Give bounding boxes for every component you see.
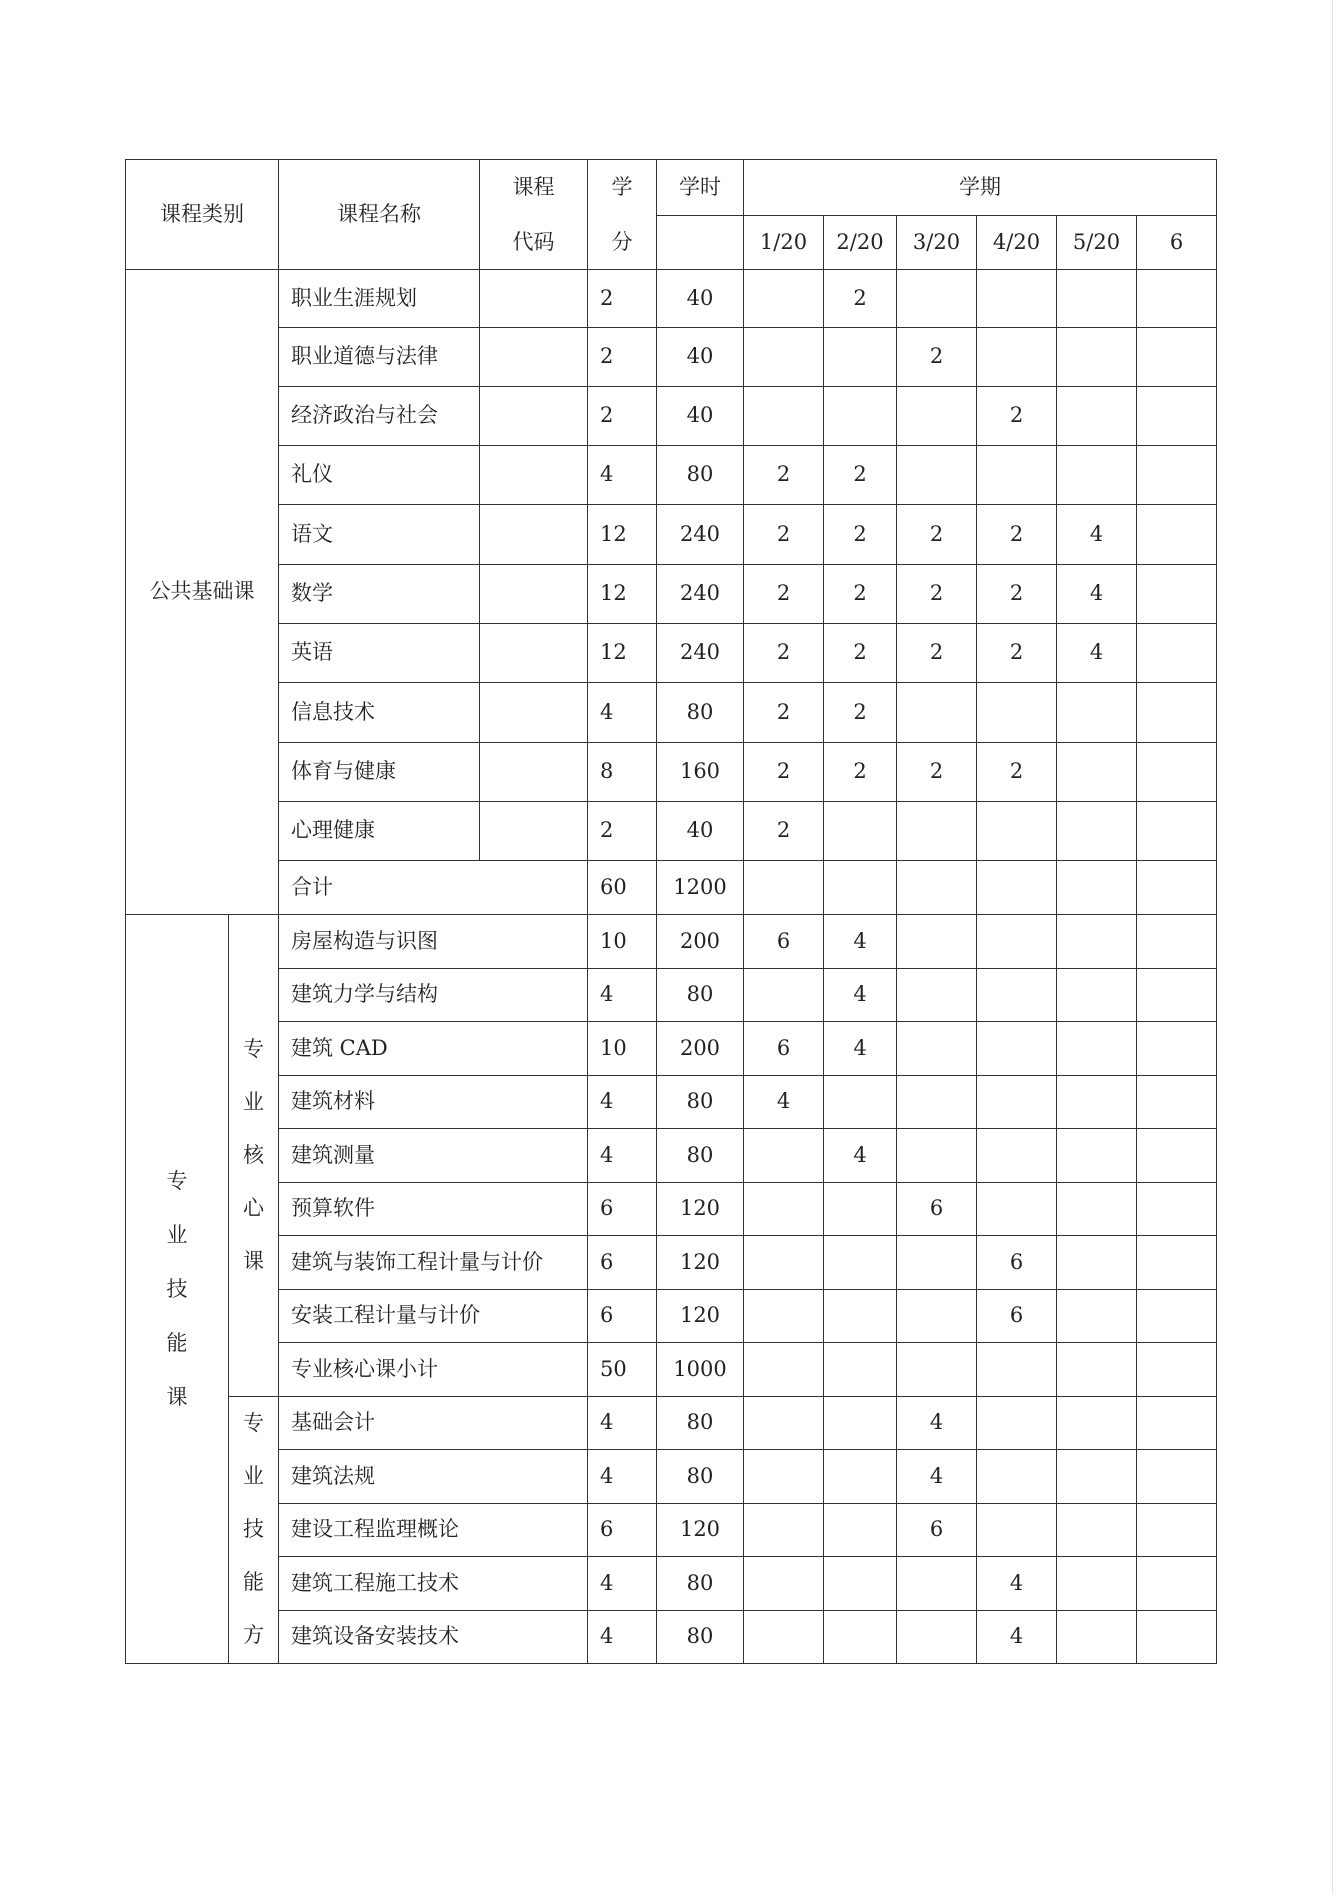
semester-1-cell: 6 bbox=[744, 915, 824, 969]
semester-2-cell bbox=[824, 802, 897, 861]
total-credit: 60 bbox=[588, 861, 657, 915]
semester-1-cell: 6 bbox=[744, 1022, 824, 1076]
semester-2-cell bbox=[824, 1450, 897, 1504]
semester-1-cell: 2 bbox=[744, 683, 824, 743]
semester-5-cell: 4 bbox=[1057, 505, 1137, 565]
semester-3-cell: 2 bbox=[897, 743, 977, 802]
semester-4-cell bbox=[977, 915, 1057, 969]
semester-5-cell bbox=[1057, 1182, 1137, 1236]
semester-6-cell bbox=[1137, 1129, 1217, 1183]
semester-5-cell bbox=[1057, 683, 1137, 743]
header-semester-3: 3/20 bbox=[897, 216, 977, 270]
semester-3-cell bbox=[897, 1075, 977, 1129]
course-name: 体育与健康 bbox=[279, 743, 480, 802]
semester-4-cell bbox=[977, 968, 1057, 1022]
course-credit: 6 bbox=[588, 1503, 657, 1557]
header-hours-blank bbox=[657, 216, 744, 270]
course-name: 预算软件 bbox=[279, 1182, 588, 1236]
semester-5-cell: 4 bbox=[1057, 565, 1137, 624]
table-body bbox=[126, 160, 1217, 1664]
semester-1-cell: 2 bbox=[744, 624, 824, 683]
header-course-name: 课程名称 bbox=[279, 160, 480, 270]
table-row bbox=[126, 1503, 1217, 1557]
course-credit: 2 bbox=[588, 328, 657, 387]
semester-3-cell: 6 bbox=[897, 1182, 977, 1236]
semester-3-cell bbox=[897, 1610, 977, 1664]
semester-5-cell bbox=[1057, 1075, 1137, 1129]
course-name: 职业生涯规划 bbox=[279, 270, 480, 328]
table-row bbox=[126, 683, 1217, 743]
header-hours: 学时 bbox=[657, 160, 744, 216]
course-code bbox=[480, 328, 588, 387]
semester-2-cell bbox=[824, 1503, 897, 1557]
subcategory-core-label: 专业核心课 bbox=[243, 1036, 264, 1273]
semester-5-cell bbox=[1057, 387, 1137, 446]
table-row bbox=[126, 1396, 1217, 1450]
semester-6-cell bbox=[1137, 743, 1217, 802]
table-row bbox=[126, 1289, 1217, 1343]
course-name: 语文 bbox=[279, 505, 480, 565]
course-credit: 10 bbox=[588, 915, 657, 969]
semester-6-cell bbox=[1137, 1503, 1217, 1557]
course-name: 心理健康 bbox=[279, 802, 480, 861]
semester-6-cell bbox=[1137, 1236, 1217, 1290]
course-hours: 200 bbox=[657, 1022, 744, 1076]
table-row bbox=[126, 1129, 1217, 1183]
semester-5-cell bbox=[1057, 270, 1137, 328]
semester-3-cell: 2 bbox=[897, 624, 977, 683]
header-semester-6: 6 bbox=[1137, 216, 1217, 270]
course-hours: 80 bbox=[657, 1075, 744, 1129]
semester-1-cell bbox=[744, 1289, 824, 1343]
course-hours: 80 bbox=[657, 1450, 744, 1504]
semester-4-cell bbox=[977, 683, 1057, 743]
semester-5-cell bbox=[1057, 328, 1137, 387]
course-credit: 2 bbox=[588, 387, 657, 446]
semester-2-cell: 4 bbox=[824, 968, 897, 1022]
semester-3-cell bbox=[897, 446, 977, 505]
table-row bbox=[126, 1022, 1217, 1076]
header-semester-4: 4/20 bbox=[977, 216, 1057, 270]
semester-2-cell: 2 bbox=[824, 446, 897, 505]
header-credit-line2: 分 bbox=[588, 216, 657, 270]
subcategory-skill bbox=[229, 1396, 279, 1664]
semester-6-cell bbox=[1137, 446, 1217, 505]
semester-2-cell bbox=[824, 328, 897, 387]
course-hours: 40 bbox=[657, 802, 744, 861]
header-semester: 学期 bbox=[744, 160, 1217, 216]
semester-6-cell bbox=[1137, 505, 1217, 565]
semester-1-cell bbox=[744, 861, 824, 915]
semester-5-cell bbox=[1057, 1343, 1137, 1397]
semester-3-cell bbox=[897, 1236, 977, 1290]
semester-4-cell bbox=[977, 1022, 1057, 1076]
course-credit: 12 bbox=[588, 565, 657, 624]
semester-1-cell: 2 bbox=[744, 743, 824, 802]
course-credit: 4 bbox=[588, 1075, 657, 1129]
course-name: 建筑工程施工技术 bbox=[279, 1557, 588, 1611]
table-row bbox=[126, 743, 1217, 802]
semester-6-cell bbox=[1137, 802, 1217, 861]
semester-4-cell bbox=[977, 1396, 1057, 1450]
total-row bbox=[126, 861, 1217, 915]
course-credit: 4 bbox=[588, 1450, 657, 1504]
semester-1-cell bbox=[744, 1610, 824, 1664]
header-code-line1: 课程 bbox=[480, 160, 588, 216]
course-hours: 80 bbox=[657, 968, 744, 1022]
category-professional bbox=[126, 915, 229, 1664]
semester-5-cell bbox=[1057, 1129, 1137, 1183]
course-credit: 4 bbox=[588, 446, 657, 505]
semester-1-cell bbox=[744, 1236, 824, 1290]
semester-1-cell: 2 bbox=[744, 565, 824, 624]
semester-4-cell bbox=[977, 270, 1057, 328]
course-hours: 80 bbox=[657, 1396, 744, 1450]
semester-1-cell: 2 bbox=[744, 505, 824, 565]
course-code bbox=[480, 743, 588, 802]
semester-4-cell bbox=[977, 446, 1057, 505]
semester-6-cell bbox=[1137, 683, 1217, 743]
header-semester-5: 5/20 bbox=[1057, 216, 1137, 270]
semester-1-cell bbox=[744, 968, 824, 1022]
course-hours: 80 bbox=[657, 683, 744, 743]
semester-1-cell bbox=[744, 1343, 824, 1397]
course-name: 英语 bbox=[279, 624, 480, 683]
course-name: 建筑与装饰工程计量与计价 bbox=[279, 1236, 588, 1290]
course-name: 基础会计 bbox=[279, 1396, 588, 1450]
semester-5-cell bbox=[1057, 1557, 1137, 1611]
semester-2-cell bbox=[824, 1236, 897, 1290]
course-hours: 120 bbox=[657, 1182, 744, 1236]
course-hours: 40 bbox=[657, 387, 744, 446]
course-name: 信息技术 bbox=[279, 683, 480, 743]
semester-2-cell: 2 bbox=[824, 505, 897, 565]
semester-2-cell: 2 bbox=[824, 270, 897, 328]
course-credit: 50 bbox=[588, 1343, 657, 1397]
course-credit: 4 bbox=[588, 683, 657, 743]
semester-3-cell bbox=[897, 1129, 977, 1183]
course-name: 建筑测量 bbox=[279, 1129, 588, 1183]
subcategory-core bbox=[229, 915, 279, 1397]
course-credit: 6 bbox=[588, 1236, 657, 1290]
course-hours: 160 bbox=[657, 743, 744, 802]
course-name: 数学 bbox=[279, 565, 480, 624]
semester-5-cell bbox=[1057, 1450, 1137, 1504]
course-hours: 80 bbox=[657, 1557, 744, 1611]
semester-6-cell bbox=[1137, 565, 1217, 624]
course-code bbox=[480, 802, 588, 861]
semester-2-cell bbox=[824, 1182, 897, 1236]
course-name: 建筑力学与结构 bbox=[279, 968, 588, 1022]
semester-4-cell: 2 bbox=[977, 387, 1057, 446]
semester-1-cell: 2 bbox=[744, 802, 824, 861]
header-code-line2: 代码 bbox=[480, 216, 588, 270]
header-semester-1: 1/20 bbox=[744, 216, 824, 270]
semester-2-cell: 4 bbox=[824, 915, 897, 969]
semester-1-cell bbox=[744, 1396, 824, 1450]
semester-1-cell bbox=[744, 1503, 824, 1557]
course-name: 安装工程计量与计价 bbox=[279, 1289, 588, 1343]
semester-3-cell bbox=[897, 802, 977, 861]
semester-1-cell: 4 bbox=[744, 1075, 824, 1129]
semester-1-cell bbox=[744, 1450, 824, 1504]
semester-6-cell bbox=[1137, 1450, 1217, 1504]
semester-5-cell bbox=[1057, 743, 1137, 802]
semester-3-cell: 2 bbox=[897, 505, 977, 565]
semester-6-cell bbox=[1137, 1343, 1217, 1397]
course-hours: 40 bbox=[657, 270, 744, 328]
semester-6-cell bbox=[1137, 270, 1217, 328]
table-row bbox=[126, 1343, 1217, 1397]
semester-4-cell: 2 bbox=[977, 565, 1057, 624]
semester-3-cell bbox=[897, 915, 977, 969]
semester-5-cell bbox=[1057, 861, 1137, 915]
course-hours: 240 bbox=[657, 505, 744, 565]
course-hours: 1000 bbox=[657, 1343, 744, 1397]
course-code bbox=[480, 270, 588, 328]
table-row bbox=[126, 1182, 1217, 1236]
course-code bbox=[480, 683, 588, 743]
course-credit: 2 bbox=[588, 270, 657, 328]
semester-6-cell bbox=[1137, 1022, 1217, 1076]
semester-4-cell bbox=[977, 1503, 1057, 1557]
semester-2-cell bbox=[824, 1396, 897, 1450]
semester-3-cell: 4 bbox=[897, 1450, 977, 1504]
course-code bbox=[480, 446, 588, 505]
header-credit-line1: 学 bbox=[588, 160, 657, 216]
semester-3-cell bbox=[897, 861, 977, 915]
semester-5-cell bbox=[1057, 1236, 1137, 1290]
course-code bbox=[480, 387, 588, 446]
course-credit: 2 bbox=[588, 802, 657, 861]
semester-2-cell: 4 bbox=[824, 1129, 897, 1183]
page-edge-line bbox=[1332, 0, 1333, 1894]
course-name: 建筑材料 bbox=[279, 1075, 588, 1129]
semester-1-cell bbox=[744, 1182, 824, 1236]
semester-5-cell: 4 bbox=[1057, 624, 1137, 683]
course-hours: 80 bbox=[657, 1129, 744, 1183]
course-hours: 120 bbox=[657, 1289, 744, 1343]
semester-2-cell: 4 bbox=[824, 1022, 897, 1076]
semester-6-cell bbox=[1137, 915, 1217, 969]
course-name: 专业核心课小计 bbox=[279, 1343, 588, 1397]
semester-3-cell: 2 bbox=[897, 565, 977, 624]
semester-4-cell bbox=[977, 1075, 1057, 1129]
course-credit: 4 bbox=[588, 1610, 657, 1664]
semester-4-cell: 2 bbox=[977, 743, 1057, 802]
semester-3-cell bbox=[897, 968, 977, 1022]
semester-6-cell bbox=[1137, 328, 1217, 387]
semester-6-cell bbox=[1137, 1182, 1217, 1236]
table-row bbox=[126, 1075, 1217, 1129]
semester-6-cell bbox=[1137, 1075, 1217, 1129]
semester-2-cell bbox=[824, 1557, 897, 1611]
table-row bbox=[126, 270, 1217, 328]
semester-2-cell: 2 bbox=[824, 683, 897, 743]
semester-4-cell: 2 bbox=[977, 505, 1057, 565]
course-code bbox=[480, 505, 588, 565]
table-row bbox=[126, 446, 1217, 505]
course-credit: 6 bbox=[588, 1182, 657, 1236]
course-credit: 12 bbox=[588, 505, 657, 565]
semester-1-cell bbox=[744, 270, 824, 328]
semester-2-cell bbox=[824, 1289, 897, 1343]
semester-6-cell bbox=[1137, 1557, 1217, 1611]
header-category: 课程类别 bbox=[126, 160, 279, 270]
course-hours: 80 bbox=[657, 446, 744, 505]
semester-3-cell bbox=[897, 270, 977, 328]
course-code bbox=[480, 565, 588, 624]
course-name: 职业道德与法律 bbox=[279, 328, 480, 387]
course-credit: 12 bbox=[588, 624, 657, 683]
table-row bbox=[126, 1236, 1217, 1290]
semester-4-cell: 4 bbox=[977, 1557, 1057, 1611]
course-credit: 10 bbox=[588, 1022, 657, 1076]
semester-4-cell bbox=[977, 1450, 1057, 1504]
semester-6-cell bbox=[1137, 387, 1217, 446]
course-credit: 4 bbox=[588, 1396, 657, 1450]
header-semester-2: 2/20 bbox=[824, 216, 897, 270]
course-credit: 6 bbox=[588, 1289, 657, 1343]
semester-4-cell: 6 bbox=[977, 1236, 1057, 1290]
semester-6-cell bbox=[1137, 624, 1217, 683]
table-row bbox=[126, 968, 1217, 1022]
semester-6-cell bbox=[1137, 968, 1217, 1022]
table-row bbox=[126, 1557, 1217, 1611]
category-professional-label: 专业技能课 bbox=[166, 1169, 188, 1409]
course-name: 房屋构造与识图 bbox=[279, 915, 588, 969]
course-name: 建筑 CAD bbox=[279, 1022, 588, 1076]
semester-2-cell bbox=[824, 1075, 897, 1129]
semester-3-cell bbox=[897, 1289, 977, 1343]
table-row bbox=[126, 387, 1217, 446]
semester-4-cell bbox=[977, 328, 1057, 387]
semester-5-cell bbox=[1057, 915, 1137, 969]
semester-3-cell bbox=[897, 387, 977, 446]
semester-5-cell bbox=[1057, 1610, 1137, 1664]
semester-3-cell bbox=[897, 1557, 977, 1611]
table-row bbox=[126, 1610, 1217, 1664]
semester-4-cell bbox=[977, 1182, 1057, 1236]
semester-5-cell bbox=[1057, 1396, 1137, 1450]
course-hours: 120 bbox=[657, 1236, 744, 1290]
course-hours: 240 bbox=[657, 624, 744, 683]
semester-5-cell bbox=[1057, 802, 1137, 861]
table-row bbox=[126, 802, 1217, 861]
semester-4-cell bbox=[977, 1343, 1057, 1397]
semester-5-cell bbox=[1057, 1289, 1137, 1343]
course-name: 建设工程监理概论 bbox=[279, 1503, 588, 1557]
semester-3-cell bbox=[897, 1343, 977, 1397]
semester-2-cell bbox=[824, 1610, 897, 1664]
total-hours: 1200 bbox=[657, 861, 744, 915]
total-label: 合计 bbox=[279, 861, 588, 915]
semester-6-cell bbox=[1137, 1289, 1217, 1343]
semester-1-cell bbox=[744, 1557, 824, 1611]
course-hours: 80 bbox=[657, 1610, 744, 1664]
course-credit: 4 bbox=[588, 968, 657, 1022]
semester-4-cell bbox=[977, 1129, 1057, 1183]
table-row bbox=[126, 328, 1217, 387]
header-row-1 bbox=[126, 160, 1217, 216]
semester-2-cell bbox=[824, 1343, 897, 1397]
semester-1-cell bbox=[744, 387, 824, 446]
semester-1-cell: 2 bbox=[744, 446, 824, 505]
semester-3-cell bbox=[897, 1022, 977, 1076]
course-hours: 200 bbox=[657, 915, 744, 969]
semester-3-cell: 6 bbox=[897, 1503, 977, 1557]
semester-4-cell: 2 bbox=[977, 624, 1057, 683]
table-row bbox=[126, 505, 1217, 565]
semester-5-cell bbox=[1057, 968, 1137, 1022]
course-hours: 120 bbox=[657, 1503, 744, 1557]
semester-2-cell: 2 bbox=[824, 565, 897, 624]
semester-2-cell: 2 bbox=[824, 743, 897, 802]
table-row bbox=[126, 565, 1217, 624]
course-credit: 4 bbox=[588, 1557, 657, 1611]
semester-5-cell bbox=[1057, 1022, 1137, 1076]
course-name: 建筑设备安装技术 bbox=[279, 1610, 588, 1664]
semester-6-cell bbox=[1137, 861, 1217, 915]
semester-2-cell bbox=[824, 861, 897, 915]
semester-4-cell: 4 bbox=[977, 1610, 1057, 1664]
course-hours: 240 bbox=[657, 565, 744, 624]
course-name: 礼仪 bbox=[279, 446, 480, 505]
course-name: 建筑法规 bbox=[279, 1450, 588, 1504]
semester-6-cell bbox=[1137, 1610, 1217, 1664]
subcategory-skill-label: 专业技能方 bbox=[243, 1411, 264, 1648]
course-hours: 40 bbox=[657, 328, 744, 387]
semester-2-cell bbox=[824, 387, 897, 446]
course-credit: 8 bbox=[588, 743, 657, 802]
semester-4-cell bbox=[977, 861, 1057, 915]
semester-2-cell: 2 bbox=[824, 624, 897, 683]
course-code bbox=[480, 624, 588, 683]
semester-5-cell bbox=[1057, 446, 1137, 505]
table-row bbox=[126, 1450, 1217, 1504]
course-credit: 4 bbox=[588, 1129, 657, 1183]
semester-3-cell: 2 bbox=[897, 328, 977, 387]
semester-5-cell bbox=[1057, 1503, 1137, 1557]
semester-3-cell: 4 bbox=[897, 1396, 977, 1450]
semester-3-cell bbox=[897, 683, 977, 743]
course-name: 经济政治与社会 bbox=[279, 387, 480, 446]
semester-6-cell bbox=[1137, 1396, 1217, 1450]
semester-1-cell bbox=[744, 1129, 824, 1183]
semester-4-cell bbox=[977, 802, 1057, 861]
category-public: 公共基础课 bbox=[126, 270, 279, 915]
curriculum-table bbox=[125, 159, 1217, 1664]
table-row bbox=[126, 915, 1217, 969]
semester-1-cell bbox=[744, 328, 824, 387]
table-row bbox=[126, 624, 1217, 683]
semester-4-cell: 6 bbox=[977, 1289, 1057, 1343]
